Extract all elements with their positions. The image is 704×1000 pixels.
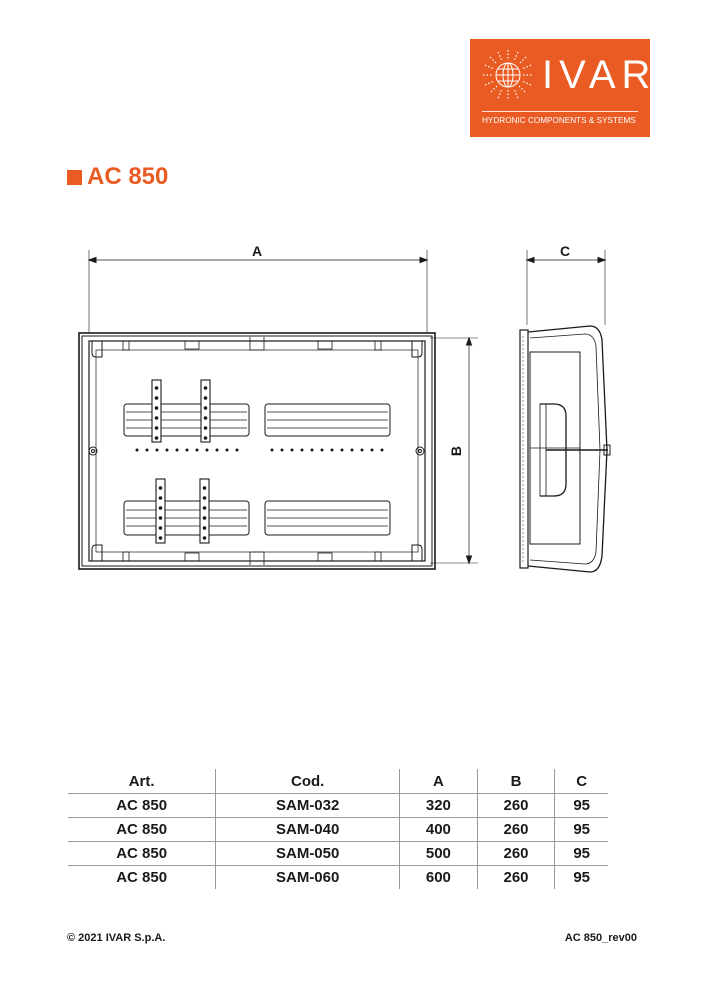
cell-b: 260: [477, 866, 555, 890]
cell-a: 600: [400, 866, 478, 890]
spec-table: [68, 769, 608, 889]
logo-tagline: HYDRONIC COMPONENTS & SYSTEMS: [482, 116, 636, 125]
cell-cod: SAM-032: [216, 794, 400, 818]
dimension-b-label: B: [448, 445, 465, 457]
col-header-c: C: [555, 769, 608, 794]
cell-c: 95: [555, 794, 608, 818]
table-row: [68, 818, 608, 842]
col-header-cod: Cod.: [216, 769, 400, 794]
cell-art: AC 850: [116, 869, 168, 886]
cell-cod: SAM-050: [216, 842, 400, 866]
cell-c: 95: [555, 818, 608, 842]
cell-b: 260: [477, 842, 555, 866]
cell-a: 320: [400, 794, 478, 818]
col-header-art: Art.: [68, 769, 216, 794]
dimension-c-label: C: [560, 243, 571, 259]
table-row: [68, 794, 608, 818]
cell-cod: SAM-060: [216, 866, 400, 890]
logo-brand: IVAR: [542, 53, 657, 97]
footer-revision: AC 850_rev00: [564, 932, 637, 944]
cell-c: 95: [555, 842, 608, 866]
cell-art: AC 850: [68, 842, 216, 866]
cell-b: 260: [477, 818, 555, 842]
col-header-b: B: [477, 769, 555, 794]
side-view: [520, 326, 610, 572]
cell-a: 500: [400, 842, 478, 866]
col-header-a: A: [400, 769, 478, 794]
dimension-c-line: [527, 250, 605, 325]
footer-copyright: © 2021 IVAR S.p.A.: [67, 932, 166, 944]
cell-art: AC 850: [68, 818, 216, 842]
page-title-text: AC 850: [87, 163, 169, 190]
dimension-a-line: [89, 250, 427, 333]
cell-b: 260: [477, 794, 555, 818]
cell-cod: SAM-040: [216, 818, 400, 842]
table-row: [68, 866, 608, 890]
table-header-row: [68, 769, 608, 794]
table-row: [68, 842, 608, 866]
dimension-a-label: A: [252, 243, 263, 259]
cell-art: AC 850: [68, 794, 216, 818]
cell-c: 95: [555, 866, 608, 890]
cell-a: 400: [400, 818, 478, 842]
front-view: [79, 333, 435, 569]
